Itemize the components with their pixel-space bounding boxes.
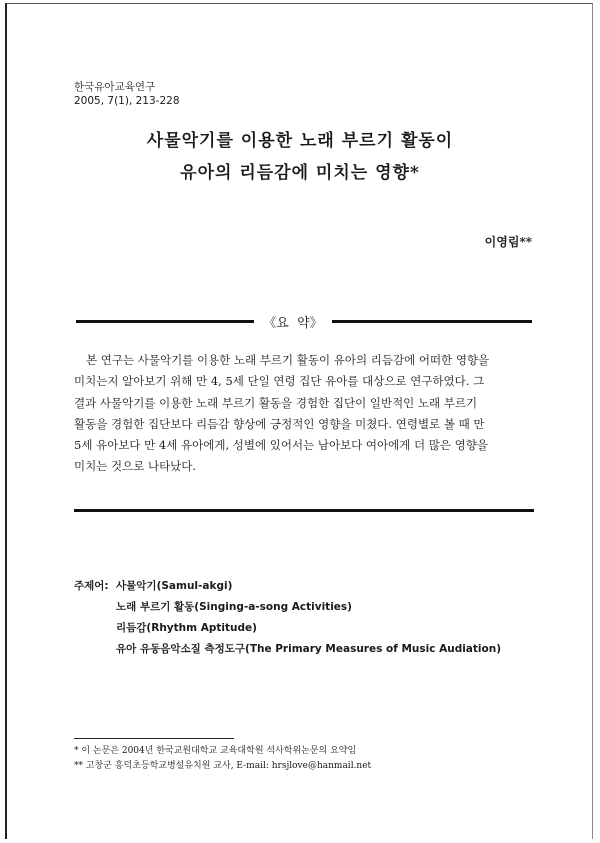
abstract-bottom-rule	[74, 509, 534, 512]
keyword-item: 노래 부르기 활동(Singing-a-song Activities)	[116, 601, 352, 613]
title-line-2: 유아의 리듬감에 미치는 영향*	[180, 163, 420, 183]
abstract-line: 미치는지 알아보기 위해 만 4, 5세 단일 연령 집단 유아를 대상으로 연구하였다. 그	[74, 374, 485, 389]
abstract-heading-rule-right	[332, 320, 532, 323]
journal-header	[74, 80, 180, 108]
keyword-item: 사물악기(Samul-akgi)	[116, 580, 233, 592]
abstract-line: 활동을 경험한 집단보다 리듬감 향상에 긍정적인 영향을 미쳤다. 연령별로 볼 때 만	[74, 416, 485, 431]
footnote-rule	[74, 738, 234, 739]
abstract-line: 미치는 것으로 나타났다.	[74, 459, 197, 474]
title-line-1: 사물악기를 이용한 노래 부르기 활동이	[146, 131, 454, 151]
footnote-thesis: * 이 논문은 2004년 한국교원대학교 교육대학원 석사학위논문의 요약임	[74, 746, 357, 756]
keyword-item: 리듬감(Rhythm Aptitude)	[116, 622, 257, 634]
journal-name: 한국유아교육연구	[74, 81, 156, 93]
abstract-line: 본 연구는 사물악기를 이용한 노래 부르기 활동이 유아의 리듬감에 어떠한 영향을	[86, 353, 490, 367]
abstract-body	[74, 350, 534, 478]
keyword-item: 유아 유동음악소질 측정도구(The Primary Measures of Music Audiation)	[116, 643, 501, 655]
abstract-line: 5세 유아보다 만 4세 유아에게, 성별에 있어서는 남아보다 여아에게 더 많은 영향을	[74, 438, 488, 453]
abstract-heading-label: 《요 약》	[263, 316, 323, 331]
abstract-line: 결과 사물악기를 이용한 노래 부르기 활동을 경험한 집단이 일반적인 노래 부르기	[74, 395, 478, 410]
journal-citation: 2005, 7(1), 213-228	[74, 95, 180, 107]
footnotes	[74, 744, 371, 774]
abstract-heading-rule-left	[76, 320, 254, 323]
keywords-label: 주제어:	[74, 580, 109, 592]
abstract-heading	[76, 312, 532, 332]
footnote-author-info: ** 고창군 흥덕초등학교병설유치원 교사, E-mail: hrsjlove@hanmail.net	[74, 761, 372, 771]
author-name: 이영림**	[484, 235, 532, 249]
